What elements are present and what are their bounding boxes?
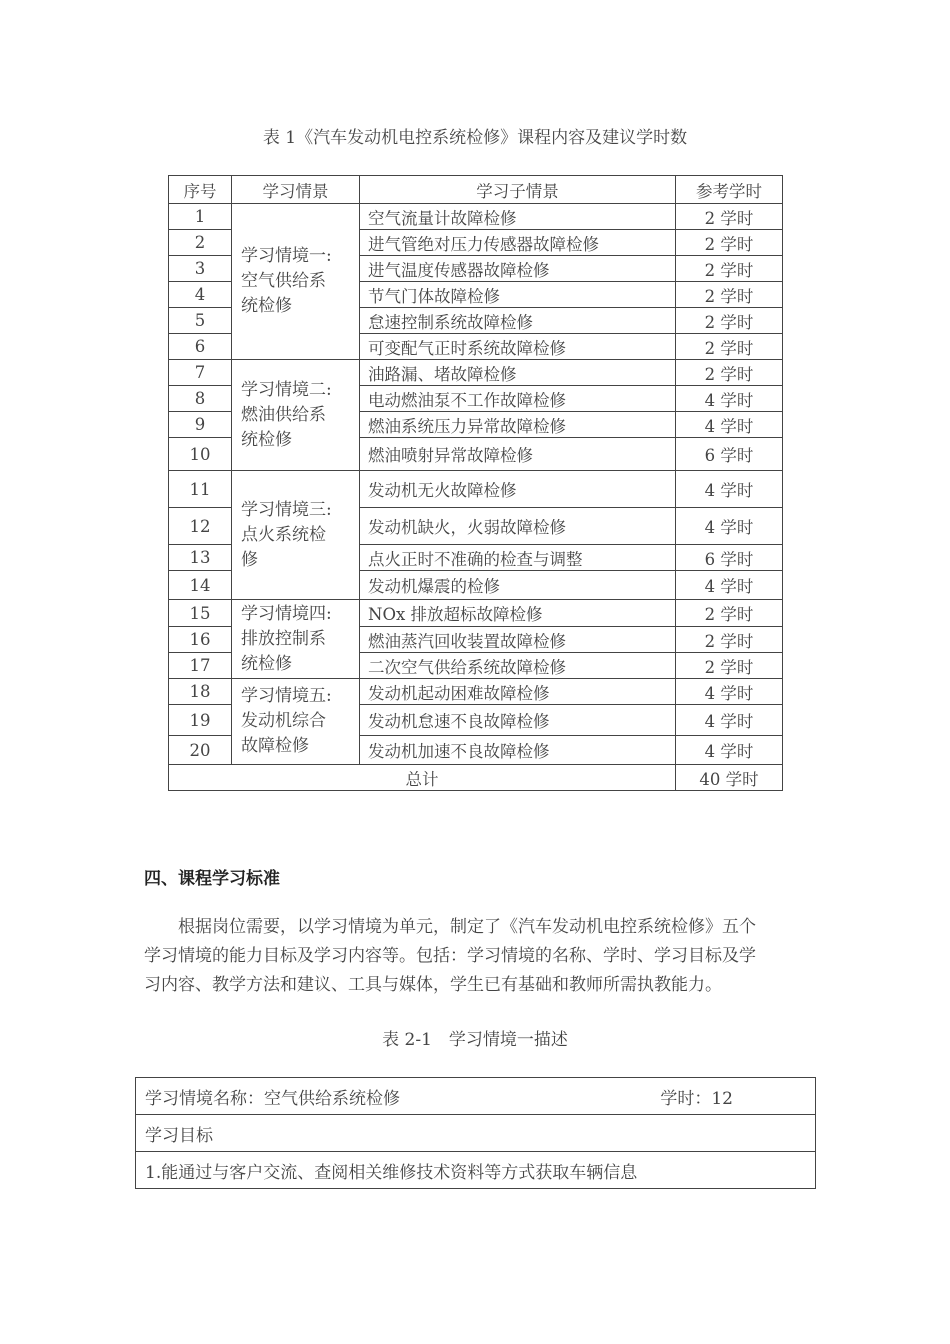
- row-sub: 发动机缺火，火弱故障检修: [360, 508, 676, 545]
- row-hours: 6 学时: [676, 545, 783, 571]
- row-no: 15: [169, 600, 232, 627]
- situation-line: 统检修: [241, 296, 292, 316]
- total-hours: 40 学时: [676, 765, 783, 791]
- row-sub: 电动燃油泵不工作故障检修: [360, 386, 676, 412]
- header-no: 序号: [169, 176, 232, 204]
- row-sub: 发动机怠速不良故障检修: [360, 705, 676, 736]
- table2-objectives-row: [136, 1115, 816, 1152]
- row-hours: 2 学时: [676, 256, 783, 282]
- row-hours: 2 学时: [676, 204, 783, 230]
- row-hours: 2 学时: [676, 308, 783, 334]
- row-hours: 4 学时: [676, 386, 783, 412]
- row-no: 9: [169, 412, 232, 438]
- row-no: 14: [169, 571, 232, 600]
- row-no: 4: [169, 282, 232, 308]
- name-cell: [136, 1078, 816, 1115]
- table2-caption: 表 2-1 学习情境一描述: [382, 1030, 568, 1050]
- row-sub: 进气温度传感器故障检修: [360, 256, 676, 282]
- row-no: 18: [169, 679, 232, 705]
- row-sub: 发动机加速不良故障检修: [360, 736, 676, 765]
- row-hours: 4 学时: [676, 705, 783, 736]
- table-row: [169, 204, 783, 230]
- table2-objective-row: [136, 1152, 816, 1189]
- paragraph-line: 根据岗位需要，以学习情境为单元，制定了《汽车发动机电控系统检修》五个: [178, 917, 756, 937]
- header-situation: 学习情景: [232, 176, 360, 204]
- row-hours: 2 学时: [676, 653, 783, 679]
- situation-line: 修: [241, 549, 258, 570]
- row-no: 20: [169, 736, 232, 765]
- row-sub: NOx 排放超标故障检修: [360, 600, 676, 627]
- situation-line: 点火系统检: [241, 524, 326, 545]
- objectives-label: 学习目标: [136, 1115, 816, 1152]
- row-no: 5: [169, 308, 232, 334]
- row-no: 8: [169, 386, 232, 412]
- course-content-table: [168, 175, 783, 791]
- situation-cell: [232, 471, 360, 600]
- row-sub: 进气管绝对压力传感器故障检修: [360, 230, 676, 256]
- table-row: [169, 600, 783, 627]
- row-no: 16: [169, 627, 232, 653]
- table1-total-row: [169, 765, 783, 791]
- row-hours: 2 学时: [676, 282, 783, 308]
- row-no: 10: [169, 438, 232, 471]
- situation-hours: 学时：12: [660, 1088, 733, 1109]
- row-no: 19: [169, 705, 232, 736]
- row-hours: 4 学时: [676, 679, 783, 705]
- situation-line: 学习情境一:: [241, 246, 332, 266]
- row-no: 11: [169, 471, 232, 508]
- paragraph-line: 习内容、教学方法和建议、工具与媒体，学生已有基础和教师所需执教能力。: [144, 975, 722, 995]
- row-sub: 空气流量计故障检修: [360, 204, 676, 230]
- row-sub: 发动机无火故障检修: [360, 471, 676, 508]
- row-no: 3: [169, 256, 232, 282]
- situation-line: 学习情境三:: [241, 499, 332, 520]
- situation-line: 学习情境二:: [241, 379, 332, 400]
- row-hours: 2 学时: [676, 360, 783, 386]
- row-sub: 节气门体故障检修: [360, 282, 676, 308]
- situation-line: 空气供给系: [241, 271, 326, 291]
- situation-line: 统检修: [241, 429, 292, 450]
- row-no: 17: [169, 653, 232, 679]
- header-hours: 参考学时: [676, 176, 783, 204]
- paragraph-line: 学习情境的能力目标及学习内容等。包括：学习情境的名称、学时、学习目标及学: [144, 946, 756, 966]
- row-sub: 可变配气正时系统故障检修: [360, 334, 676, 360]
- situation-cell: [232, 600, 360, 679]
- objective-1: 1.能通过与客户交流、查阅相关维修技术资料等方式获取车辆信息: [136, 1152, 816, 1189]
- row-no: 12: [169, 508, 232, 545]
- table-row: [169, 360, 783, 386]
- row-hours: 2 学时: [676, 600, 783, 627]
- row-no: 13: [169, 545, 232, 571]
- table1-header-row: [169, 176, 783, 204]
- situation-line: 燃油供给系: [241, 404, 326, 425]
- situation-name: 学习情境名称：空气供给系统检修: [145, 1088, 400, 1109]
- row-sub: 燃油系统压力异常故障检修: [360, 412, 676, 438]
- situation-cell: [232, 679, 360, 765]
- row-hours: 4 学时: [676, 508, 783, 545]
- row-hours: 4 学时: [676, 736, 783, 765]
- situation-line: 学习情境五:: [241, 686, 332, 706]
- row-sub: 发动机起动困难故障检修: [360, 679, 676, 705]
- table2-name-row: [136, 1078, 816, 1115]
- situation-cell: [232, 204, 360, 360]
- situation-line: 学习情境四:: [241, 603, 332, 624]
- row-no: 6: [169, 334, 232, 360]
- section4-paragraph: [144, 913, 809, 1000]
- row-sub: 发动机爆震的检修: [360, 571, 676, 600]
- situation-line: 排放控制系: [241, 628, 326, 649]
- row-sub: 燃油蒸汽回收装置故障检修: [360, 627, 676, 653]
- header-sub-situation: 学习子情景: [360, 176, 676, 204]
- row-no: 1: [169, 204, 232, 230]
- row-sub: 二次空气供给系统故障检修: [360, 653, 676, 679]
- table-row: [169, 679, 783, 705]
- total-label: 总计: [169, 765, 676, 791]
- row-hours: 2 学时: [676, 334, 783, 360]
- situation-line: 统检修: [241, 653, 292, 674]
- row-sub: 点火正时不准确的检查与调整: [360, 545, 676, 571]
- row-hours: 4 学时: [676, 571, 783, 600]
- row-no: 2: [169, 230, 232, 256]
- row-sub: 燃油喷射异常故障检修: [360, 438, 676, 471]
- situation-line: 发动机综合: [241, 711, 326, 731]
- row-hours: 2 学时: [676, 230, 783, 256]
- table-row: [169, 471, 783, 508]
- situation-cell: [232, 360, 360, 471]
- situation-line: 故障检修: [241, 736, 309, 756]
- row-hours: 6 学时: [676, 438, 783, 471]
- situation-description-table: [135, 1077, 816, 1189]
- row-sub: 怠速控制系统故障检修: [360, 308, 676, 334]
- row-hours: 4 学时: [676, 471, 783, 508]
- row-hours: 2 学时: [676, 627, 783, 653]
- row-sub: 油路漏、堵故障检修: [360, 360, 676, 386]
- row-hours: 4 学时: [676, 412, 783, 438]
- section4-heading: 四、课程学习标准: [144, 869, 280, 889]
- table1-caption: 表 1《汽车发动机电控系统检修》课程内容及建议学时数: [262, 128, 688, 148]
- row-no: 7: [169, 360, 232, 386]
